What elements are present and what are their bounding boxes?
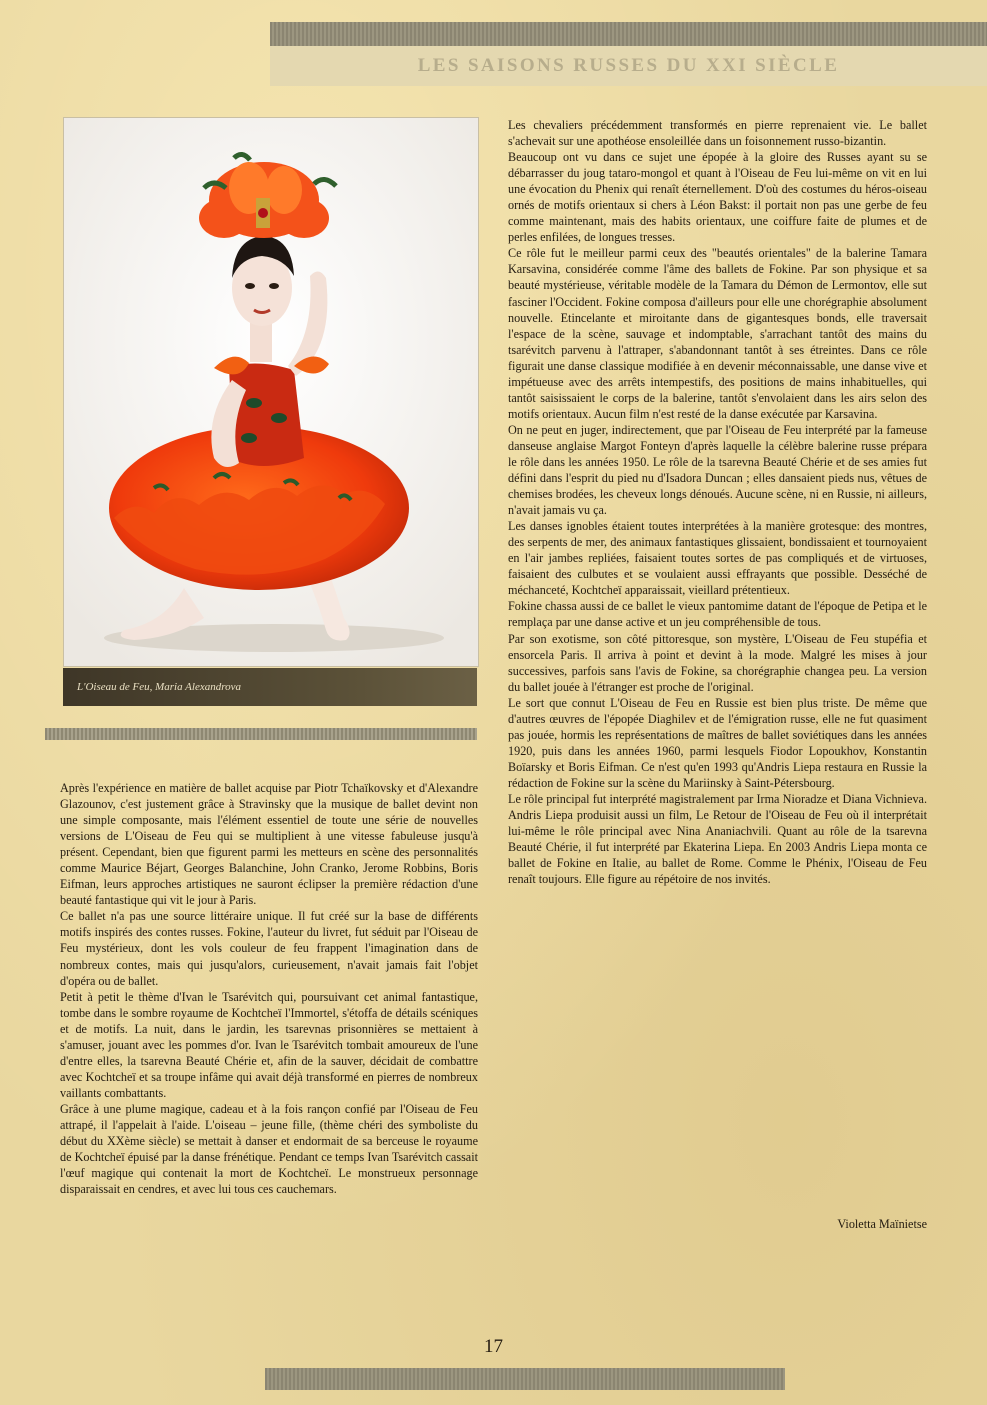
- article-paragraph: Après l'expérience en matière de ballet acquise par Piotr Tchaïkovsky et d'Alexandre Glazounov, c'est justement grâce à Stravinsky que la musique de ballet devint non une simple composante, mais l'élément essentiel de toute une série de nouvelles versions de L'Oiseau de Feu qui se multiplient à une vitesse fabuleuse jusqu'à présent. Cependant, bien que figurent parmi les metteurs en scène des personnalités comme Maurice Béjart, Georges Balanchine, John Cranko, Jerome Robbins, Boris Eifman, leurs approches artistiques ne sauront éclipser la première rédaction d'une beauté fantastique qui vit le jour à Paris.: [60, 781, 478, 908]
- article-paragraph: Fokine chassa aussi de ce ballet le vieux pantomime datant de l'époque de Petipa et le remplaça par une danse active et un jeu compréhensible de tous.: [508, 599, 927, 630]
- ballerina-photo: [63, 117, 479, 667]
- page-number: 17: [484, 1336, 503, 1357]
- divider-band: [45, 728, 477, 740]
- author-signature: Violetta Maïnietse: [837, 1217, 927, 1231]
- photo-caption: L'Oiseau de Feu, Maria Alexandrova: [63, 668, 477, 706]
- article-paragraph: Ce rôle fut le meilleur parmi ceux des "beautés orientales" de la balerine Tamara Karsavina, considérée comme l'âme des ballets de Fokine. Par son physique et sa beauté mystérieuse, véritable modèle de la Tamara du Démon de Lermontov, elle sut fasciner l'Occident. Fokine composa d'ailleurs pour elle une chorégraphie absolument nouvelle. Etincelante et miroitante dans de gigantesques bonds, elle traversait l'espace de la scène, sauvage et indomptable, s'arrachant tantôt des mains du tsarévitch parvenu à l'attraper, s'abandonnant tantôt à ses étreintes. Dans ce rôle figurait une danse classique modifiée à en devenir méconnaissable, une danse vive et impétueuse avec des arrêts intempestifs, des positions de mains inhabituelles, qui tantôt saisissaient le corps de la balerine, tantôt s'envolaient dans les airs selon des motifs orientaux. Aucun film n'est resté de la danse exécutée par Karsavina.: [508, 246, 927, 421]
- ballerina-illustration: [64, 118, 478, 666]
- article-paragraph: Ce ballet n'a pas une source littéraire unique. Il fut créé sur la base de différents motifs inspirés des contes russes. Fokine, l'auteur du livret, fut séduit par l'Oiseau de Feu mystérieux, dont les vols couleur de feu frappent l'imagination dans de nombreux contes, mais qui jusqu'alors, curieusement, n'avait jamais fait l'objet d'opéra ou de ballet.: [60, 909, 478, 988]
- article-paragraph: Grâce à une plume magique, cadeau et à la fois rançon confié par l'Oiseau de Feu attrapé, il l'appelait à l'aide. L'oiseau – jeune fille, (thème chéri des symboliste du début du XXème siècle) se mettait à danser et endormait de sa berceuse le royaume de Kochtcheï épuisé par la danse frénétique. Pendant ce temps Ivan Tsarévitch cassait l'œuf magique qui contenait la mort de Kochtcheï. Le monstrueux personnage disparaissait en cendres, et avec lui tous ces cauchemars.: [60, 1101, 478, 1197]
- article-paragraph: Les danses ignobles étaient toutes interprétées à la manière grotesque: des montres, des serpents de mer, des animaux fantastiques glissaient, bondissaient et tournoyaient en l'air jambes repliées, faisaient toutes sortes de pas compliqués et de virtuoses, faisaient des culbutes et se voulaient aussi effrayants que possible. Desséché de méchanceté, Kochtcheï apparaissait, vieillard prétentieux.: [508, 519, 927, 598]
- header-band: [270, 22, 987, 46]
- article-paragraph: On ne peut en juger, indirectement, que par l'Oiseau de Feu interprété par la fameuse danseuse anglaise Margot Fonteyn d'après laquelle la célèbre balerine russe prépara le rôle dans les années 1950. Le rôle de la tsarevna Beauté Chérie et de ses amies fut défini dans l'esprit du pied nu d'Isadora Duncan ; elles dansaient pieds nus, vêtues de chemises brodées, les cheveux longs dénoués. Aucune scène, ni en Russie, ni ailleurs, n'avait jamais vu ça.: [508, 422, 927, 518]
- article-paragraph: Le rôle principal fut interprété magistralement par Irma Nioradze et Diana Vichnieva. Andris Liepa produisit aussi un film, Le Retour de l'Oiseau de Feu où il interprétait lui-même le rôle principal avec Nina Ananiachvili. Quant au rôle de la tsarevna Beauté Chérie, il fut interprété par Ekaterina Liepa. En 2003 Andris Liepa monta ce ballet de Fokine en Italie, au ballet de Rome. Comme le Phénix, l'Oiseau de Feu renaît toujours. Elle figure au répétoire de nos invités.: [508, 791, 927, 887]
- article-column-right: [508, 117, 927, 887]
- article-column-left: [60, 780, 478, 1197]
- article-paragraph: Le sort que connut L'Oiseau de Feu en Russie est bien plus triste. De même que d'autres œuvres de l'épopée Diaghilev et de l'émigration russe, elle ne fut quasiment pas jouée, hormis les représentations de maîtres de ballet soviétiques dans les années 1920, puis dans les années 1960, parmi lesquels Fiodor Lopoukhov, Konstantin Boïarsky et Boris Eifman. Ce n'est qu'en 1993 qu'Andris Liepa restaura en Russie la rédaction de Fokine sur la scène du Mariinsky à Saint-Pétersbourg.: [508, 695, 927, 790]
- page-header-title: LES SAISONS RUSSES DU XXI SIÈCLE: [270, 46, 987, 86]
- article-paragraph: Petit à petit le thème d'Ivan le Tsarévitch qui, poursuivant cet animal fantastique, tombe dans le sombre royaume de Kochtcheï l'Immortel, s'étoffa de détails scéniques et de motifs. La nuit, dans le jardin, les tsarevnas prisonnières se mettaient à s'amuser, jouant avec les pommes d'or. Ivan le Tsarévitch tombait amoureux de l'une d'entre elles, la tsarevna Beauté Chérie et, afin de la sauver, décidait de combattre avec Kochtcheï et sa troupe infâme qui avait déjà transformé en pierres de nombreux vaillants combattants.: [60, 989, 478, 1100]
- footer-band: [265, 1368, 785, 1390]
- article-paragraph: Par son exotisme, son côté pittoresque, son mystère, L'Oiseau de Feu stupéfia et ensorcela Paris. Il arriva à point et devint à la mode. Malgré les mises à jour successives, parfois sans l'avis de Fokine, sa chorégraphie changea peu. La version du ballet jouée à l'étranger est proche de l'original.: [508, 631, 927, 694]
- article-paragraph: Beaucoup ont vu dans ce sujet une épopée à la gloire des Russes ayant su se débarrasser du joug tataro-mongol et quant à l'Oiseau de Feu lui-même on vit en lui une évocation du Phenix qui renaît éternellement. D'où des costumes du héros-oiseau ornés de motifs orientaux si chers à Léon Bakst: il portait non pas une gerbe de feu comme maintenant, mais des habits orientaux, une coiffure faite de plumes et de perles enfilées, de longues tresses.: [508, 150, 927, 245]
- article-paragraph: Les chevaliers précédemment transformés en pierre reprenaient vie. Le ballet s'achevait sur une apothéose ensoleillée dans un foisonnement russo-bizantin.: [508, 118, 927, 149]
